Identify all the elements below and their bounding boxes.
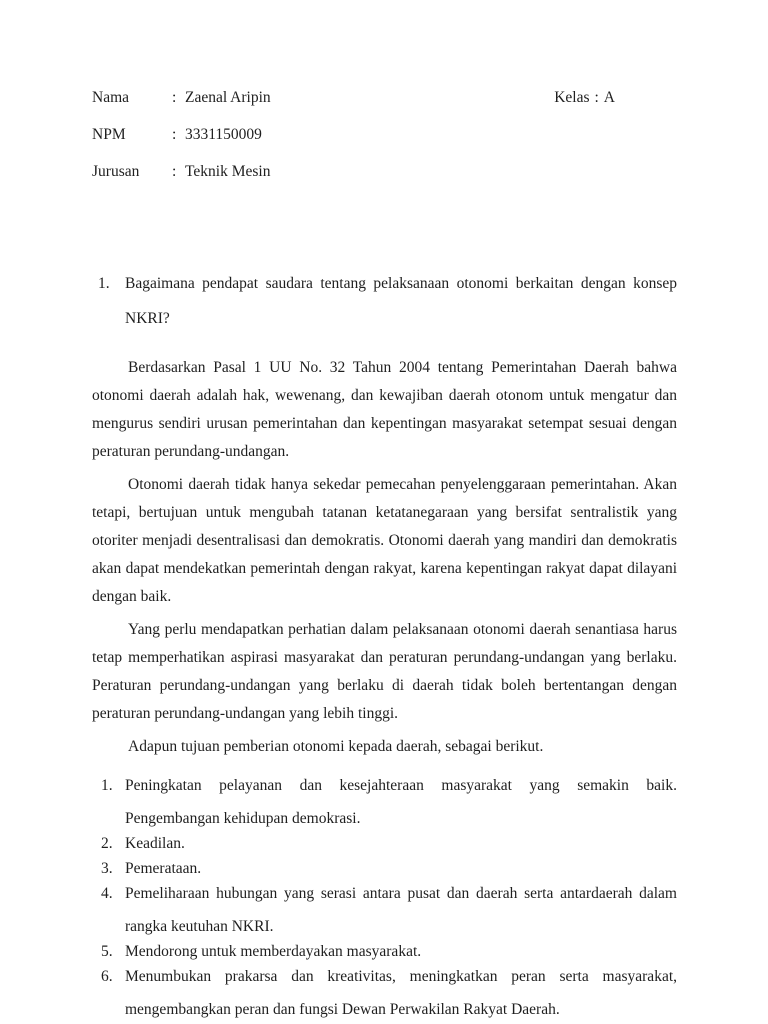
field-label-npm: NPM	[92, 126, 126, 143]
question-number: 1.	[98, 275, 110, 292]
field-label-jurusan: Jurusan	[92, 163, 140, 180]
header-row-jurusan	[92, 162, 677, 182]
header-row-nama	[92, 88, 677, 108]
list-lead-in: Adapun tujuan pemberian otonomi kepada daerah, sebagai berikut.	[128, 738, 544, 755]
student-info-header	[92, 88, 677, 182]
field-value-nama: Zaenal Aripin	[185, 89, 271, 106]
field-separator: :	[172, 126, 177, 143]
question-item	[92, 266, 677, 336]
paragraph: Yang perlu mendapatkan perhatian dalam pelaksanaan otonomi daerah senantiasa harus tetap memperhatikan aspirasi masyarakat dan peraturan perundang-undangan yang berlaku. Peraturan perundang-undangan yang berlaku di daerah tidak boleh bertentangan dengan peraturan perundang-undangan yang lebih tinggi.	[92, 621, 677, 722]
list-item-text: Mendorong untuk memberdayakan masyarakat.	[125, 943, 422, 960]
question-text: Bagaimana pendapat saudara tentang pelaksanaan otonomi berkaitan dengan konsep NKRI?	[125, 275, 677, 327]
list-item-number: 4.	[101, 885, 113, 902]
list-item-text: Menumbukan prakarsa dan kreativitas, meningkatkan peran serta masyarakat, mengembangkan peran dan fungsi Dewan Perwakilan Rakyat Daerah.	[125, 968, 677, 1018]
field-label-nama: Nama	[92, 89, 130, 106]
paragraph: Berdasarkan Pasal 1 UU No. 32 Tahun 2004 tentang Pemerintahan Daerah bahwa otonomi daerah adalah hak, wewenang, dan kewajiban daerah otonom untuk mengatur dan mengurus sendiri urusan pemerintahan dan kepentingan masyarakat setempat sesuai dengan peraturan perundang-undangan.	[92, 359, 677, 460]
list-item-number: 1.	[101, 777, 113, 794]
list-item-text: Keadilan.	[125, 835, 185, 852]
list-item-number: 6.	[101, 968, 113, 985]
field-kelas	[554, 88, 677, 108]
list-item	[92, 769, 677, 835]
list-item-text: Peningkatan pelayanan dan kesejahteraan masyarakat yang semakin baik. Pengembangan kehidupan demokrasi.	[125, 777, 677, 827]
field-separator: :	[594, 89, 599, 106]
field-separator: :	[172, 89, 177, 106]
field-value-npm: 3331150009	[185, 126, 262, 143]
list-item	[92, 877, 677, 943]
header-row-npm	[92, 125, 677, 145]
goals-list	[92, 769, 677, 1024]
list-item-number: 3.	[101, 860, 113, 877]
field-separator: :	[172, 163, 177, 180]
field-value-kelas: A	[603, 89, 615, 106]
paragraph: Otonomi daerah tidak hanya sekedar pemecahan penyelenggaraan pemerintahan. Akan tetapi, bertujuan untuk mengubah tatanan ketatanegaraan yang bersifat sentralistik yang otoriter menjadi desentralisasi dan demokratis. Otonomi daerah yang mandiri dan demokratis akan dapat mendekatkan pemerintah dengan rakyat, karena kepentingan rakyat dapat dilayani dengan baik.	[92, 476, 677, 605]
list-item-text: Pemerataan.	[125, 860, 202, 877]
list-item	[92, 960, 677, 1024]
list-item-text: Pemeliharaan hubungan yang serasi antara pusat dan daerah serta antardaerah dalam rangka keutuhan NKRI.	[125, 885, 677, 935]
list-item-number: 5.	[101, 943, 113, 960]
field-value-jurusan: Teknik Mesin	[185, 163, 271, 180]
field-label-kelas: Kelas	[554, 89, 590, 106]
answer-body	[92, 354, 677, 1024]
list-item-number: 2.	[101, 835, 113, 852]
